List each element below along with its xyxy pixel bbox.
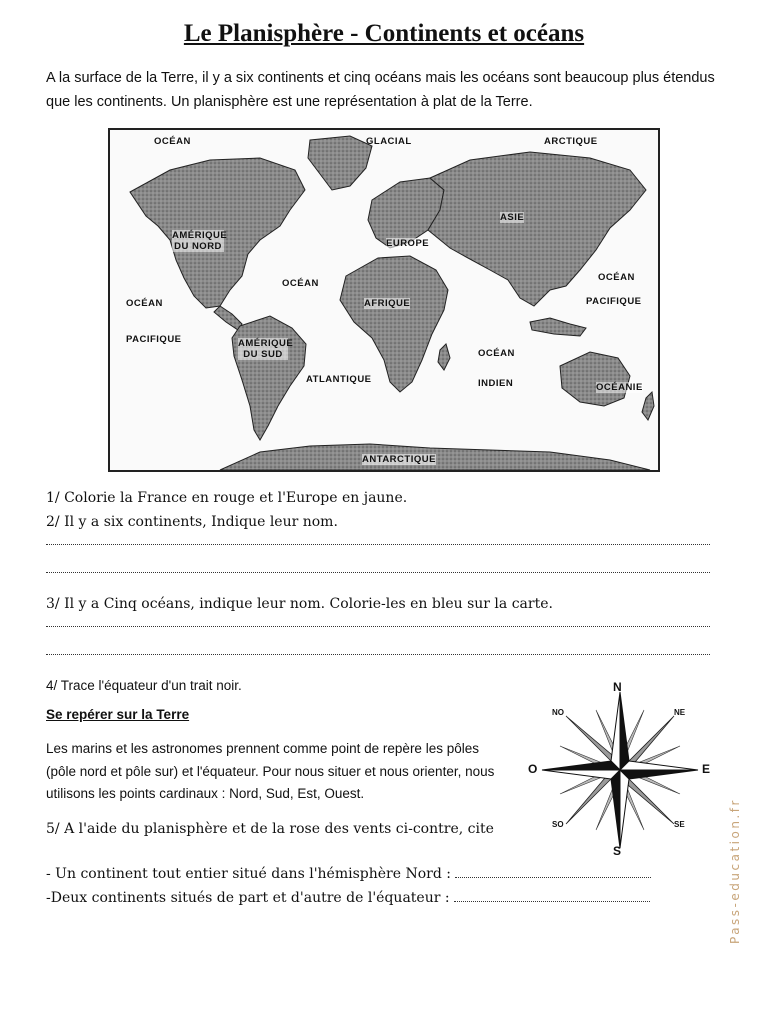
map-label-europe: EUROPE: [386, 238, 430, 249]
compass-label-so: SO: [552, 820, 564, 829]
south-america-shape: [232, 316, 306, 440]
compass-rose: [520, 680, 720, 856]
compass-label-n: N: [613, 680, 622, 694]
map-label-ocean-top: OCÉAN: [154, 136, 191, 147]
question-3: 3/ Il y a Cinq océans, indique leur nom. Colorie-les en bleu sur la carte.: [46, 596, 553, 612]
map-label-ocean-atlantique: OCÉAN: [282, 278, 319, 289]
question-5b-line: [46, 890, 650, 906]
map-label-indien: INDIEN: [478, 378, 514, 389]
question-5b: -Deux continents situés de part et d'autre de l'équateur :: [46, 890, 450, 906]
africa-shape: [340, 256, 448, 392]
question-5: 5/ A l'aide du planisphère et de la rose des vents ci-contre, cite: [46, 821, 494, 837]
world-map: [108, 128, 660, 472]
map-label-amerique-sud: AMÉRIQUE DU SUD: [238, 338, 294, 360]
section-paragraph: Les marins et les astronomes prennent comme point de repère les pôles (pôle nord et pôle sur) et l'équateur. Pour nous situer et nous orienter, nous utilisons les points cardinaux : Nord, Sud, Est, Ouest.: [46, 741, 495, 801]
compass-rose-icon: [520, 680, 720, 856]
question-5a: - Un continent tout entier situé dans l'hémisphère Nord :: [46, 866, 451, 882]
map-label-pacifique-right: PACIFIQUE: [586, 296, 642, 307]
answer-line-q2-1[interactable]: [46, 542, 710, 545]
australia-shape: [560, 352, 630, 406]
map-label-glacial: GLACIAL: [366, 136, 412, 147]
compass-label-s: S: [613, 844, 622, 858]
map-label-ocean-pacifique-left: OCÉAN: [126, 298, 163, 309]
compass-label-no: NO: [552, 708, 564, 717]
section-title: Se repérer sur la Terre: [46, 707, 190, 722]
greenland-shape: [308, 136, 372, 190]
map-label-asie: ASIE: [500, 212, 525, 223]
map-label-antarctique: ANTARCTIQUE: [362, 454, 436, 465]
question-5a-line: [46, 866, 651, 882]
map-label-afrique: AFRIQUE: [364, 298, 411, 309]
madagascar-shape: [438, 344, 450, 370]
intro-text: A la surface de la Terre, il y a six continents et cinq océans mais les océans sont beaucoup plus étendus que les continents. Un planisphère est une représentation à plat de la Terre.: [46, 70, 715, 110]
map-label-amerique-nord: AMÉRIQUE DU NORD: [172, 230, 228, 252]
answer-line-q3-1[interactable]: [46, 624, 710, 627]
map-label-oceanie: OCÉANIE: [596, 382, 643, 393]
compass-label-e: E: [702, 762, 711, 776]
islands-shape: [530, 318, 586, 336]
answer-line-q5a[interactable]: [455, 867, 651, 878]
compass-label-o: O: [528, 762, 538, 776]
map-label-ocean-pacifique-right: OCÉAN: [598, 272, 635, 283]
map-label-ocean-indien: OCÉAN: [478, 348, 515, 359]
compass-label-ne: NE: [674, 708, 686, 717]
question-4: 4/ Trace l'équateur d'un trait noir.: [46, 678, 242, 693]
map-label-pacifique-left: PACIFIQUE: [126, 334, 182, 345]
map-label-atlantique: ATLANTIQUE: [306, 374, 372, 385]
central-america-shape: [214, 306, 242, 330]
answer-line-q2-2[interactable]: [46, 570, 710, 573]
watermark: Pass-education.fr: [728, 798, 742, 944]
new-zealand-shape: [642, 392, 654, 420]
question-2: 2/ Il y a six continents, Indique leur nom.: [46, 514, 338, 530]
map-label-arctique: ARCTIQUE: [544, 136, 598, 147]
page-title: Le Planisphère - Continents et océans: [183, 20, 585, 47]
answer-line-q5b[interactable]: [454, 891, 650, 902]
answer-line-q3-2[interactable]: [46, 652, 710, 655]
compass-label-se: SE: [674, 820, 685, 829]
question-1: 1/ Colorie la France en rouge et l'Europe en jaune.: [46, 490, 408, 506]
